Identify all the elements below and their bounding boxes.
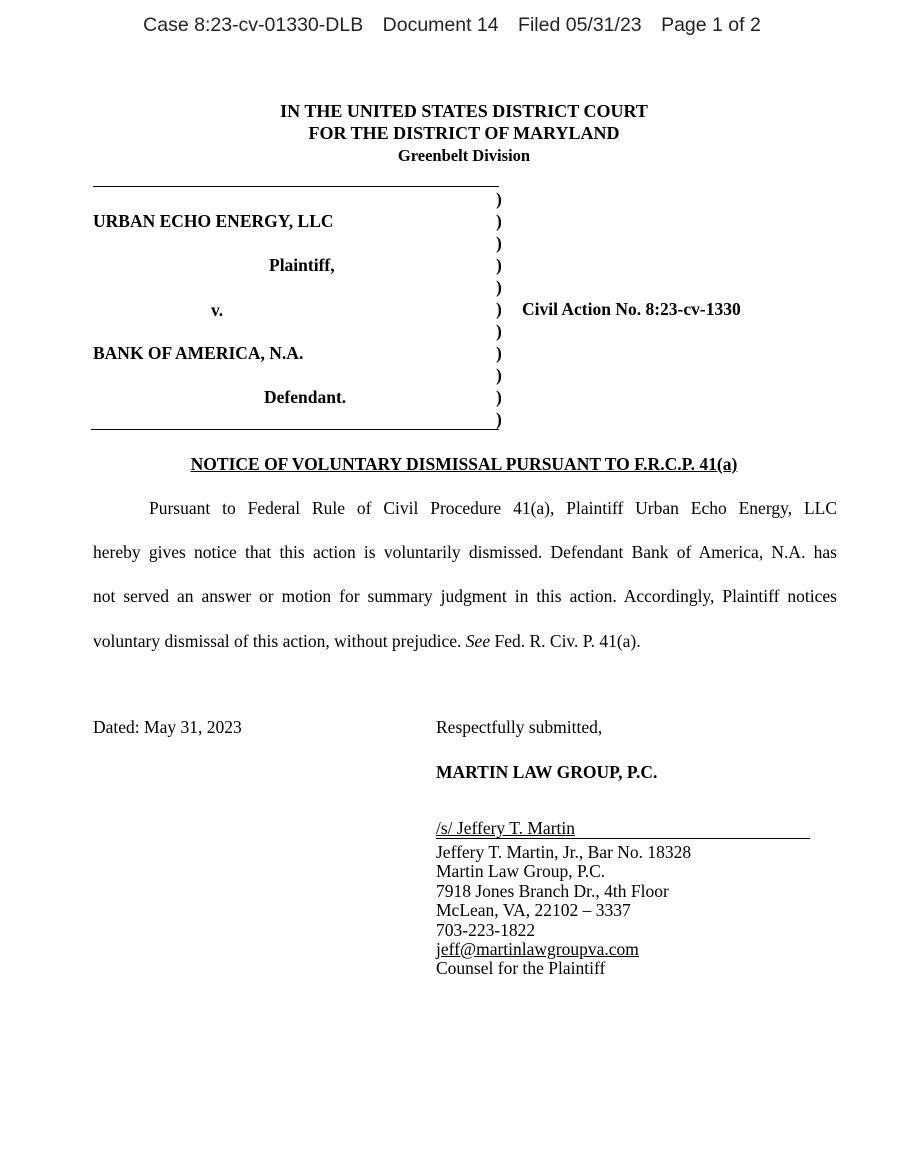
versus: v.: [211, 300, 224, 320]
civil-action-number: Civil Action No. 8:23-cv-1330: [522, 299, 741, 319]
ecf-filing-header: [0, 14, 904, 37]
caption-paren: ): [496, 233, 502, 253]
defendant-label: Defendant.: [264, 387, 347, 407]
document-title: NOTICE OF VOLUNTARY DISMISSAL PURSUANT TO F.R.C.P. 41(a): [190, 454, 738, 474]
plaintiff-name: URBAN ECHO ENERGY, LLC: [93, 211, 334, 231]
signature-line: [436, 819, 810, 839]
caption-paren: ): [496, 211, 502, 231]
firm-name: MARTIN LAW GROUP, P.C.: [436, 762, 658, 782]
caption-paren: ): [496, 387, 502, 407]
body-line-4-citation: Fed. R. Civ. P. 41(a).: [490, 631, 641, 651]
body-line-1: Pursuant to Federal Rule of Civil Procedure 41(a), Plaintiff Urban Echo Energy, LLC: [149, 498, 837, 518]
caption-paren-column: [496, 188, 502, 430]
body-line-3: not served an answer or motion for summary judgment in this action. Accordingly, Plaintiff notices: [93, 586, 837, 606]
attorney-name-bar: Jeffery T. Martin, Jr., Bar No. 18328: [436, 842, 692, 862]
signature-details: [436, 843, 691, 979]
body-line-2: hereby gives notice that this action is voluntarily dismissed. Defendant Bank of America, N.A. has: [93, 542, 837, 562]
body-line-4-text: voluntary dismissal of this action, without prejudice.: [93, 631, 466, 651]
caption-paren: ): [496, 299, 502, 319]
caption-paren: ): [496, 277, 502, 297]
electronic-signature: /s/ Jeffery T. Martin: [436, 818, 576, 838]
filed-date: Filed 05/31/23: [518, 14, 642, 36]
caption-paren: ): [496, 189, 502, 209]
closing: Respectfully submitted,: [436, 717, 603, 737]
dated-line: Dated: May 31, 2023: [93, 717, 242, 737]
phone-number: 703-223-1822: [436, 919, 536, 940]
court-name: IN THE UNITED STATES DISTRICT COURT: [280, 101, 648, 121]
address-line-2: McLean, VA, 22102 – 3337: [436, 900, 631, 921]
caption-paren: ): [496, 365, 502, 385]
caption-paren: ): [496, 321, 502, 341]
defendant-name: BANK OF AMERICA, N.A.: [93, 343, 304, 363]
address-line-1: 7918 Jones Branch Dr., 4th Floor: [436, 880, 669, 901]
counsel-role: Counsel for the Plaintiff: [436, 958, 606, 979]
case-number: Case 8:23-cv-01330-DLB: [143, 14, 364, 36]
body-line-4: [93, 630, 837, 652]
firm-line: Martin Law Group, P.C.: [436, 861, 606, 882]
plaintiff-label: Plaintiff,: [269, 255, 335, 275]
email-link[interactable]: jeff@martinlawgroupva.com: [436, 939, 639, 960]
court-district: FOR THE DISTRICT OF MARYLAND: [308, 123, 620, 143]
caption-paren: ): [496, 409, 502, 429]
see-signal: See: [465, 631, 491, 651]
caption-bottom-rule: [91, 429, 499, 430]
caption-top-rule: [93, 186, 499, 187]
caption-paren: ): [496, 255, 502, 275]
page-indicator: Page 1 of 2: [661, 14, 761, 36]
caption-paren: ): [496, 343, 502, 363]
court-division: Greenbelt Division: [397, 146, 531, 165]
document-number: Document 14: [382, 14, 499, 36]
